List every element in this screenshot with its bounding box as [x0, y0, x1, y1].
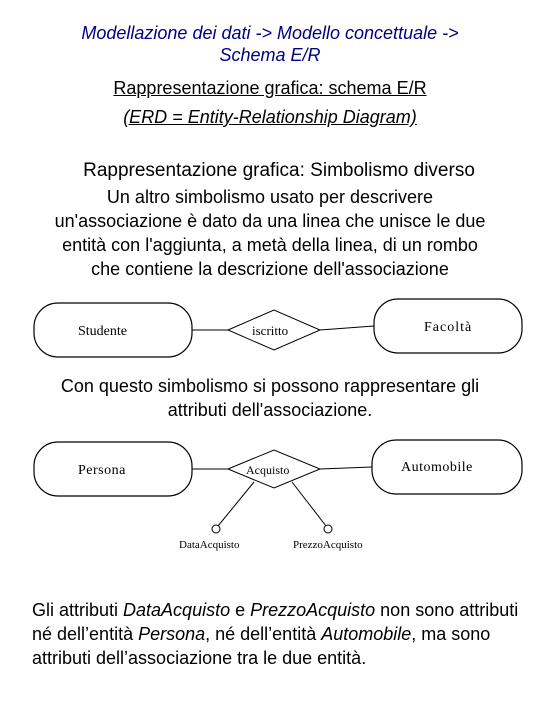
connector-line-right [320, 467, 372, 469]
entity-persona-label: Persona [78, 463, 126, 478]
middle-paragraph [0, 374, 540, 422]
section-heading: Rappresentazione grafica: Simbolismo diverso [83, 160, 475, 181]
entity-studente-label: Studente [78, 324, 127, 339]
attribute-prezzoacquisto-circle [324, 525, 332, 533]
closing-paragraph [32, 598, 522, 670]
closing-text-2: e [230, 600, 251, 620]
closing-text-3: non sono attributi né dell’entità [32, 600, 519, 644]
middle-line-2: attributi dell'associazione. [167, 400, 373, 420]
description-line-4: che contiene la descrizione dell'associazione [91, 259, 449, 279]
description-paragraph [0, 185, 540, 281]
attribute-dataacquisto-label: DataAcquisto [179, 539, 240, 551]
entity-persona-ref: Persona [138, 624, 206, 644]
attribute-line-prezzo [292, 482, 326, 526]
description-line-3: entità con l'aggiunta, a metà della linea, di un rombo [62, 235, 478, 255]
middle-line-1: Con questo simbolismo si possono rappresentare gli [60, 376, 480, 396]
attribute-prezzoacquisto-ref: PrezzoAcquisto [250, 600, 376, 620]
er-diagram-studente-facolta [0, 296, 540, 364]
entity-automobile-ref: Automobile [321, 624, 412, 644]
relationship-iscritto-label: iscritto [252, 323, 289, 338]
title-line-2: Schema E/R [219, 45, 321, 65]
attribute-prezzoacquisto-label: PrezzoAcquisto [293, 539, 363, 551]
description-line-2: un'associazione è dato da una linea che unisce le due [54, 211, 486, 231]
er-diagram-persona-automobile [0, 436, 540, 556]
title-line-1: Modellazione dei dati -> Modello concettuale -> [81, 23, 459, 43]
attribute-dataacquisto-ref: DataAcquisto [123, 600, 231, 620]
connector-line-right [320, 326, 374, 330]
subtitle-line-1: Rappresentazione grafica: schema E/R [113, 78, 427, 98]
page-title [0, 22, 540, 66]
closing-text-5: , ma sono attributi dell’associazione tra le due entità. [32, 624, 491, 668]
attribute-line-data [218, 482, 254, 526]
closing-text-4: , né dell’entità [205, 624, 322, 644]
description-line-1: Un altro simbolismo usato per descrivere [106, 187, 434, 207]
closing-text-1: Gli attributi [32, 600, 124, 620]
entity-facolta-label: Facoltà [424, 320, 473, 335]
subtitle-line-2: (ERD = Entity-Relationship Diagram) [123, 107, 417, 127]
attribute-dataacquisto-circle [212, 525, 220, 533]
relationship-acquisto-label: Acquisto [246, 463, 290, 477]
entity-automobile-label: Automobile [401, 460, 473, 475]
